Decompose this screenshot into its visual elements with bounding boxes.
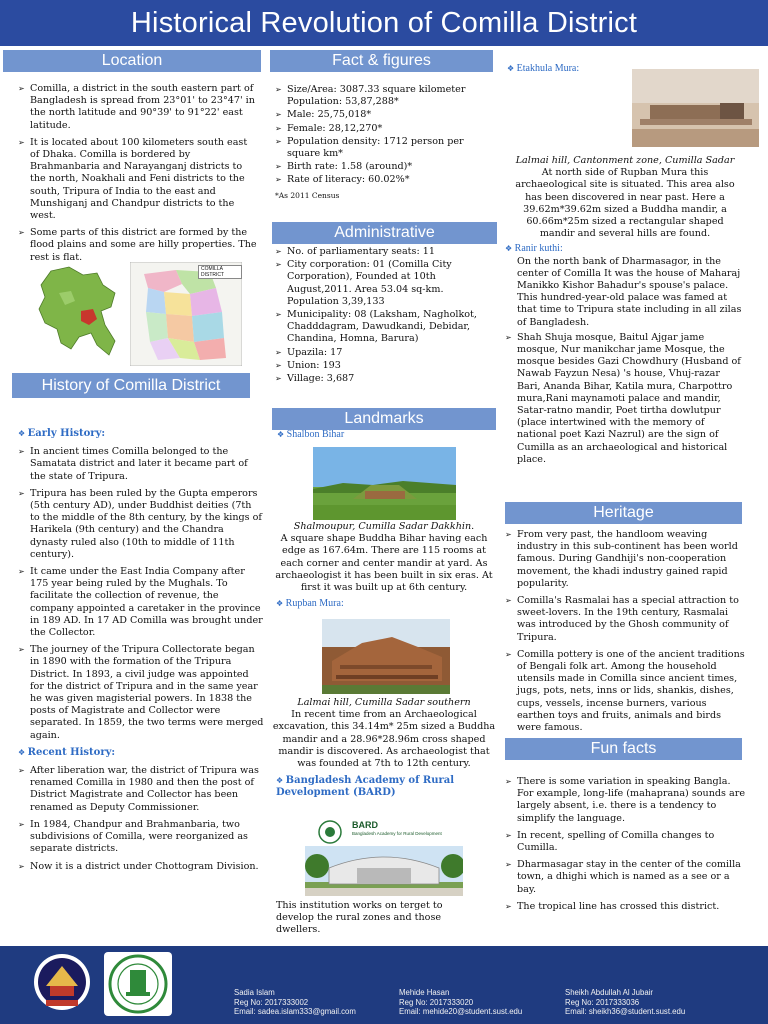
rupban-mura-photo xyxy=(322,619,450,694)
list-item: ➢ The journey of the Tripura Collectorate began in 1890 with the formation of the Tripura District. In 1893, a civil judge was appointed for the district of Tripura and in the same year he was given magisterial powers. In 1838 the posts of Magistrate and Collector were separated. In 1859, the two terms were merged again. xyxy=(18,644,264,742)
list-item: ➢ Population density: 1712 person per square km* xyxy=(275,136,495,160)
list-item: ➢ Now it is a district under Chottogram Division. xyxy=(18,861,264,873)
etakhula-heading: ❖ Etakhula Mura: xyxy=(507,63,580,74)
landmarks-header: Landmarks xyxy=(272,408,496,430)
list-item: ➢ It came under the East India Company after 175 year being ruled by the Mughals. To facilitate the collection of revenue, the company appointed a caretaker in the province in 189 AD. In 17 AD Comilla was brought under the Collector. xyxy=(18,566,264,639)
history-header: History of Comilla District xyxy=(12,373,250,398)
list-item: ➢ Comilla, a district in the south eastern part of Bangladesh is spread from 23°01' to 23°47' in the north latitude and 90°39' to 91°22' east latitude. xyxy=(18,83,258,132)
list-item: ➢ Comilla pottery is one of the ancient traditions of Bengali folk art. Among the household utensils made in Comilla since ancient times, jugs, pots, nets, inns or lids, shankis, dishes, cups, vessels, incense burners, various earthen toys and fruits, animals and birds were famous. xyxy=(505,649,745,734)
comilla-district-map xyxy=(130,262,242,366)
recent-history-heading: ❖ Recent History: xyxy=(18,746,116,758)
list-item: ➢ After liberation war, the district of Tripura was renamed Comilla in 1980 and then the post of District Magistrate and Collector has been renamed as Deputy Commissioner. xyxy=(18,765,264,814)
author-2 xyxy=(399,988,522,1017)
diamond-bullet-icon: ❖ xyxy=(18,747,26,757)
bard-heading: ❖ Bangladesh Academy of Rural Development (BARD) xyxy=(276,775,455,799)
author-email: Email: mehide20@student.sust.edu xyxy=(399,1007,523,1017)
etakhula-caption: Lalmai hill, Cantonment zone, Cumilla Sadar xyxy=(515,155,735,166)
administrative-header: Administrative xyxy=(272,222,497,244)
rupban-caption: Lalmai hill, Cumilla Sadar southern xyxy=(297,697,471,708)
heritage-header: Heritage xyxy=(505,502,742,524)
list-item: ➢ There is some variation in speaking Bangla. For example, long-life (mahaprana) sounds are largely absent, i.e. there is a tendency to simplify the language. xyxy=(505,776,745,825)
list-item: ➢ City corporation: 01 (Comilla City Corporation), Founded at 10th August,2011. Area 53.04 sq-km. Population 3,39,133 xyxy=(275,259,497,308)
bard-logo xyxy=(318,820,458,846)
diamond-bullet-icon: ❖ xyxy=(276,776,284,786)
heritage-text xyxy=(505,529,745,739)
bard-gate-photo xyxy=(305,846,463,896)
author-3 xyxy=(565,988,685,1017)
author-email: Email: sadea.islam333@gmail.com xyxy=(234,1007,356,1017)
facts-text xyxy=(275,84,495,202)
facts-header: Fact & figures xyxy=(270,50,493,72)
list-item: ➢ Some parts of this district are formed by the flood plains and some are hilly properties. The rest is flat. xyxy=(18,227,258,264)
list-item: ➢ In 1984, Chandpur and Brahmanbaria, two subdivisions of Comilla, were reorganized as separate districts. xyxy=(18,819,264,856)
right-column-text xyxy=(505,155,745,471)
ranir-kuthi-heading: ❖ Ranir kuthi: xyxy=(505,243,563,255)
diamond-bullet-icon: ❖ xyxy=(505,244,513,254)
shalbon-description: A square shape Buddha Bihar having each edge as 167.64m. There are 115 rooms at each corner and center mandir at yard. As archaeologist it has been built in six eras. At first it was built up at 6th century. xyxy=(275,533,493,594)
funfacts-header: Fun facts xyxy=(505,738,742,760)
history-text xyxy=(18,428,264,878)
author-reg: Reg No: 2017333020 xyxy=(399,997,474,1007)
location-text xyxy=(18,83,258,269)
administrative-text xyxy=(275,246,497,386)
etakhula-description: At north side of Rupban Mura this archaeological site is situated. This area also has been discovered in near past. Here a 39.62m*39.62m sized a Buddha mandir, a 60.66m*25m sized a rectangular shaped mandir and several hills are found. xyxy=(515,167,735,240)
list-item: ➢ Union: 193 xyxy=(275,360,497,372)
author-name: Sheikh Abdullah Al Jubair xyxy=(565,988,653,997)
author-name: Mehide Hasan xyxy=(399,988,450,997)
list-item: ➢ Village: 3,687 xyxy=(275,373,497,385)
author-email: Email: sheikh36@student.sust.edu xyxy=(565,1007,686,1017)
census-note: *As 2011 Census xyxy=(275,190,340,200)
ranir-kuthi-description: On the north bank of Dharmasagor, in the center of Comilla It was the house of Maharaj Manikko Kishor Bahadur's spouse's palace. This hundred-year-old palace was famed at that time to Tripura state including in all zilas of Bangladesh. xyxy=(517,255,742,328)
author-1 xyxy=(234,988,356,1017)
list-item: ➢ Comilla's Rasmalai has a special attraction to sweet-lovers. In the 19th century, Rasmalai was introduced by the Ghosh community of Tripura. xyxy=(505,595,745,644)
list-item: ➢ Shah Shuja mosque, Baitul Ajgar jame mosque, Nur manikchar jame Mosque, the mosque besides Gazi Chowdhury (Husband of Nawab Fayzun Nesa) 's house, Vhuj-razar Bari, Ananda Bihar, Katila mura, Charpottro mura,Rani maynamoti palace and mandir, Satar-ratno mandir, Poet tirtha dowlutpur (place intertwined with the memory of national poet Kazi Nazrul) are the sign of Cumilla as an archaeological and historical place. xyxy=(505,332,745,466)
list-item: ➢ Size/Area: 3087.33 square kilometer Population: 53,87,288* xyxy=(275,84,495,108)
rupban-block xyxy=(272,697,496,800)
list-item: ➢ In ancient times Comilla belonged to the Samatata district and later it became part of the state of Tripura. xyxy=(18,446,264,483)
rupban-description: In recent time from an Archaeological excavation, this 34.14m* 25m sized a Buddha mandir and a 28.96*28.96m cross shaped mandir is discovered. As archaeologist that was founded at 7th to 12th century. xyxy=(272,709,496,770)
diamond-bullet-icon: ❖ xyxy=(277,430,285,439)
shalbon-heading: ❖ Shalbon Bihar xyxy=(277,429,345,440)
author-reg: Reg No: 2017333036 xyxy=(565,997,640,1007)
rupban-heading: ❖ Rupban Mura: xyxy=(276,598,344,610)
shalbon-bihar-photo xyxy=(313,447,456,520)
early-history-heading: ❖ Early History: xyxy=(18,428,106,439)
sust-logo xyxy=(32,952,92,1012)
diamond-bullet-icon: ❖ xyxy=(507,64,515,73)
bard-description: This institution works on terget to develop the rural zones and those dwellers. xyxy=(276,900,443,936)
title-bar xyxy=(0,0,768,46)
etakhula-mura-photo xyxy=(632,69,759,147)
diamond-bullet-icon: ❖ xyxy=(18,429,26,438)
page-title: Historical Revolution of Comilla District xyxy=(130,6,638,39)
author-reg: Reg No: 2017333002 xyxy=(234,997,309,1007)
shalbon-caption: Shalmoupur, Cumilla Sadar Dakkhin. xyxy=(293,521,475,532)
list-item: ➢ Tripura has been ruled by the Gupta emperors (5th century AD), under Buddhist deities (7th to the middle of the 8th century, by the kings of Harikela (9th century) and the Chandra dynasty ruled also (10th to middle of 11th century). xyxy=(18,488,264,561)
list-item: ➢ No. of parliamentary seats: 11 xyxy=(275,246,497,258)
bard-logo-text: BARD xyxy=(352,820,378,830)
bard-logo-subtext: Bangladesh Academy for Rural Development xyxy=(352,831,442,836)
department-logo xyxy=(104,952,172,1016)
list-item: ➢ From very past, the handloom weaving industry in this sub-continent has been world famous. During Gandhiji's non-cooperation movement, the khadi industry gained rapid popularity. xyxy=(505,529,745,590)
list-item: ➢ Municipality: 08 (Laksham, Nagholkot, Chadddagram, Dawudkandi, Debidar, Chandina, Homna, Barura) xyxy=(275,309,497,346)
author-name: Sadia Islam xyxy=(234,988,275,997)
list-item: ➢ Male: 25,75,018* xyxy=(275,109,495,121)
list-item: ➢ The tropical line has crossed this district. xyxy=(505,901,745,913)
shalbon-block xyxy=(272,521,496,610)
list-item: ➢ It is located about 100 kilometers south east of Dhaka. Comilla is bordered by Brahmanbaria and Narayanganj districts to the north, Noakhali and Feni districts to the south, Tripura of India to the east and Munshiganj and Chandpur districts to the west. xyxy=(18,137,258,222)
list-item: ➢ In recent, spelling of Comilla changes to Cumilla. xyxy=(505,830,745,854)
location-header: Location xyxy=(3,50,261,72)
list-item: ➢ Upazila: 17 xyxy=(275,347,497,359)
list-item: ➢ Dharmasagar stay in the center of the comilla town, a dhighi which is named as a see or a bay. xyxy=(505,859,745,896)
funfacts-text xyxy=(505,776,745,918)
footer xyxy=(0,946,768,1024)
list-item: ➢ Rate of literacy: 60.02%* xyxy=(275,174,495,186)
diamond-bullet-icon: ❖ xyxy=(276,599,284,609)
list-item: ➢ Birth rate: 1.58 (around)* xyxy=(275,161,495,173)
list-item: ➢ Female: 28,12,270* xyxy=(275,123,495,135)
bangladesh-map xyxy=(31,263,123,363)
map-label: COMILLA DISTRICT xyxy=(198,265,242,279)
